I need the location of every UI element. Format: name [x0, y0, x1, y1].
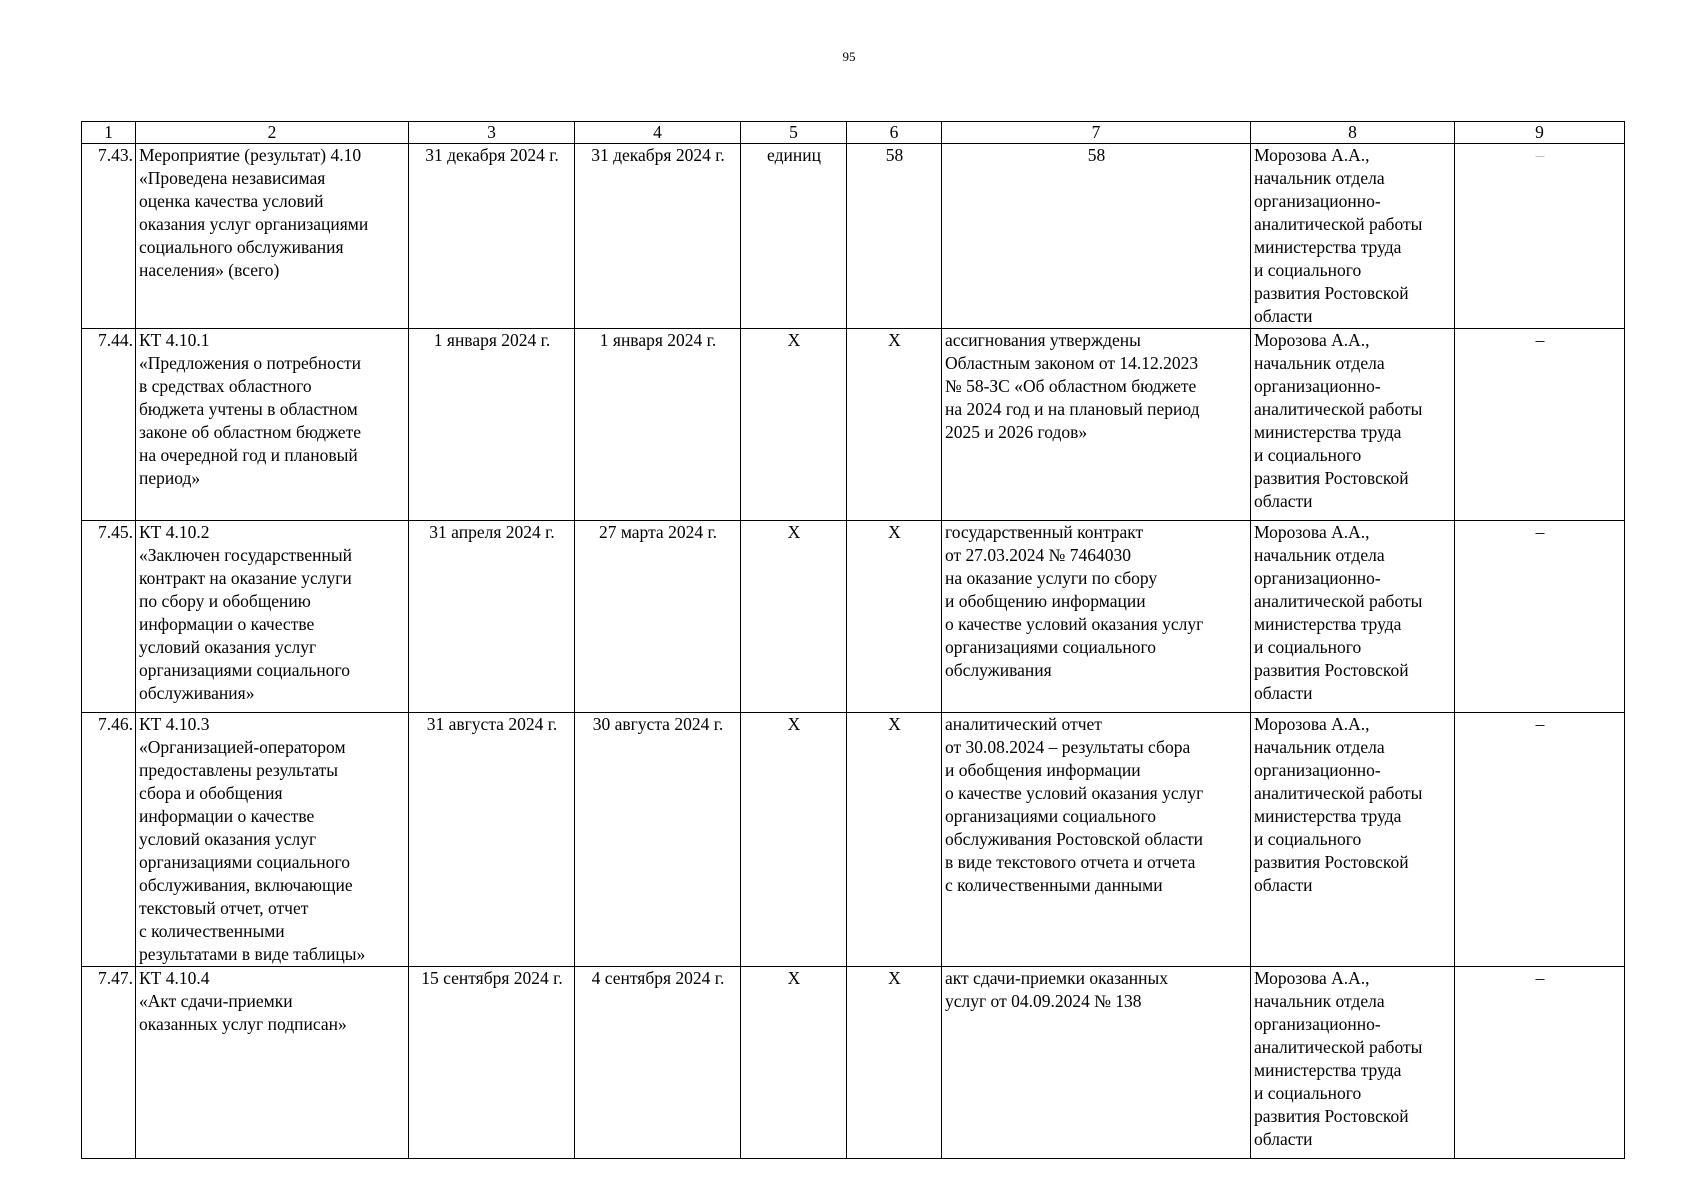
table-row: [82, 967, 1625, 1159]
row-number: 7.43.: [82, 144, 136, 329]
page-number: 95: [842, 49, 856, 64]
plan-date: 31 декабря 2024 г.: [409, 144, 575, 329]
column-header: 4: [575, 122, 741, 144]
responsible-person: Морозова А.А., начальник отдела организационно- аналитической работы министерства труда и социального развития Ростовской области: [1251, 967, 1455, 1159]
plan-value: X: [847, 967, 942, 1159]
row-number: 7.46.: [82, 713, 136, 967]
table-row: [82, 144, 1625, 329]
note: –: [1455, 329, 1625, 521]
fact-value: аналитический отчет от 30.08.2024 – результаты сбора и обобщения информации о качестве условий оказания услуг организациями социального обслуживания Ростовской области в виде текстового отчета и отчета с количественными данными: [942, 713, 1251, 967]
responsible-person: Морозова А.А., начальник отдела организационно- аналитической работы министерства труда и социального развития Ростовской области: [1251, 521, 1455, 713]
fact-value: акт сдачи-приемки оказанных услуг от 04.09.2024 № 138: [942, 967, 1251, 1159]
fact-date: 27 марта 2024 г.: [575, 521, 741, 713]
row-number: 7.44.: [82, 329, 136, 521]
unit: X: [741, 521, 847, 713]
column-header: 8: [1251, 122, 1455, 144]
unit: X: [741, 967, 847, 1159]
table-row: [82, 713, 1625, 967]
fact-date: 1 января 2024 г.: [575, 329, 741, 521]
plan-date: 15 сентября 2024 г.: [409, 967, 575, 1159]
plan-date: 31 апреля 2024 г.: [409, 521, 575, 713]
note: –: [1455, 521, 1625, 713]
column-header: 6: [847, 122, 942, 144]
event-name: КТ 4.10.2 «Заключен государственный контракт на оказание услуги по сбору и обобщению информации о качестве условий оказания услуг организациями социального обслуживания»: [136, 521, 409, 713]
column-header: 2: [136, 122, 409, 144]
event-name: КТ 4.10.3 «Организацией-оператором предоставлены результаты сбора и обобщения информации о качестве условий оказания услуг организациями социального обслуживания, включающие текстовый отчет, отчет с количественными результатами в виде таблицы»: [136, 713, 409, 967]
plan-value: X: [847, 713, 942, 967]
event-name: КТ 4.10.4 «Акт сдачи-приемки оказанных услуг подписан»: [136, 967, 409, 1159]
event-name: КТ 4.10.1 «Предложения о потребности в средствах областного бюджета учтены в областном законе об областном бюджете на очередной год и плановый период»: [136, 329, 409, 521]
row-number: 7.45.: [82, 521, 136, 713]
plan-value: X: [847, 329, 942, 521]
plan-date: 31 августа 2024 г.: [409, 713, 575, 967]
header-row: [82, 122, 1625, 144]
row-number: 7.47.: [82, 967, 136, 1159]
unit: единиц: [741, 144, 847, 329]
report-table: [81, 121, 1625, 1159]
event-name: Мероприятие (результат) 4.10 «Проведена независимая оценка качества условий оказания услуг организациями социального обслуживания населения» (всего): [136, 144, 409, 329]
responsible-person: Морозова А.А., начальник отдела организационно- аналитической работы министерства труда и социального развития Ростовской области: [1251, 713, 1455, 967]
column-header: 3: [409, 122, 575, 144]
table-row: [82, 329, 1625, 521]
note: –: [1455, 713, 1625, 967]
plan-value: X: [847, 521, 942, 713]
plan-value: 58: [847, 144, 942, 329]
responsible-person: Морозова А.А., начальник отдела организационно- аналитической работы министерства труда и социального развития Ростовской области: [1251, 329, 1455, 521]
column-header: 9: [1455, 122, 1625, 144]
responsible-person: Морозова А.А., начальник отдела организационно- аналитической работы министерства труда и социального развития Ростовской области: [1251, 144, 1455, 329]
fact-date: 30 августа 2024 г.: [575, 713, 741, 967]
fact-date: 4 сентября 2024 г.: [575, 967, 741, 1159]
note: –: [1455, 144, 1625, 329]
fact-value: 58: [942, 144, 1251, 329]
table-row: [82, 521, 1625, 713]
column-header: 1: [82, 122, 136, 144]
fact-value: ассигнования утверждены Областным законом от 14.12.2023 № 58-ЗС «Об областном бюджете на 2024 год и на плановый период 2025 и 2026 годов»: [942, 329, 1251, 521]
fact-date: 31 декабря 2024 г.: [575, 144, 741, 329]
column-header: 5: [741, 122, 847, 144]
note: –: [1455, 967, 1625, 1159]
unit: X: [741, 713, 847, 967]
column-header: 7: [942, 122, 1251, 144]
plan-date: 1 января 2024 г.: [409, 329, 575, 521]
unit: X: [741, 329, 847, 521]
fact-value: государственный контракт от 27.03.2024 № 7464030 на оказание услуги по сбору и обобщению информации о качестве условий оказания услуг организациями социального обслуживания: [942, 521, 1251, 713]
